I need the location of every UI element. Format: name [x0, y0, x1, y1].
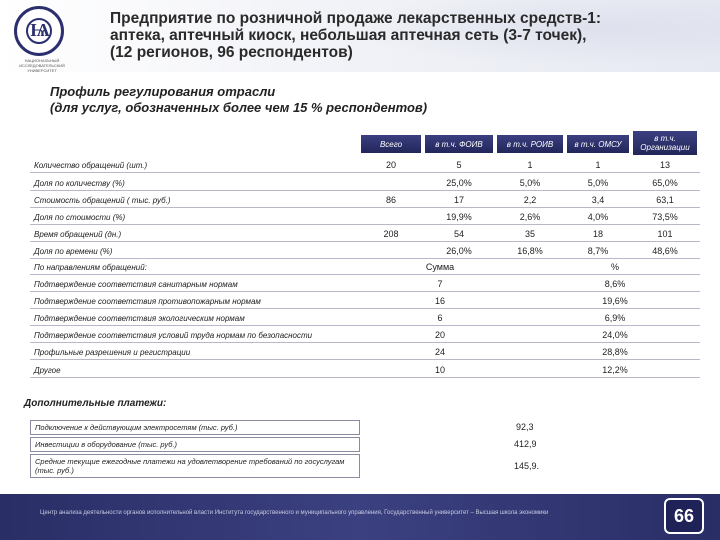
- cell-count-roiv: 1: [527, 160, 533, 170]
- subtitle-line-1: Профиль регулирования отрасли: [50, 84, 276, 99]
- title-line-2: аптека, аптечный киоск, небольшая аптечная сеть (3-7 точек),: [110, 27, 587, 44]
- title-line-3: (12 регионов, 96 респондентов): [110, 44, 353, 61]
- cell-share-time-roiv: 16,8%: [517, 246, 543, 256]
- direction-pct-sanitary: 8,6%: [604, 279, 626, 289]
- cell-cost-omsu: 3,4: [591, 195, 605, 205]
- additional-payments-title: Дополнительные платежи:: [24, 398, 167, 409]
- direction-sum-labor: 20: [434, 330, 445, 340]
- row-divider: [30, 241, 700, 242]
- row-label-cost: Стоимость обращений ( тыс. руб.): [34, 196, 171, 205]
- cell-share-time-omsu: 8,7%: [587, 246, 609, 256]
- cell-cost-roiv: 2,2: [523, 195, 537, 205]
- cell-cost-org: 63,1: [656, 195, 674, 205]
- direction-label-sanitary: Подтверждение соответствия санитарным нормам: [34, 280, 238, 289]
- additional-value-equipment: 412,9: [514, 439, 537, 449]
- sum-header: Сумма: [425, 262, 455, 272]
- row-divider: [30, 377, 700, 378]
- cell-share-count-omsu: 5,0%: [587, 178, 609, 188]
- direction-sum-permits: 24: [434, 347, 445, 357]
- cell-time-omsu: 18: [592, 229, 603, 239]
- row-divider: [30, 274, 700, 275]
- subtitle-line-2: (для услуг, обозначенных более чем 15 % респондентов): [50, 100, 428, 115]
- slide-title: [110, 10, 710, 61]
- cell-count-org: 13: [659, 160, 670, 170]
- direction-sum-sanitary: 7: [437, 279, 443, 289]
- additional-item-electric: [30, 420, 360, 435]
- cell-share-cost-roiv: 2,6%: [519, 212, 541, 222]
- university-logo: [14, 6, 64, 56]
- row-divider: [30, 258, 700, 259]
- cell-share-time-org: 48,6%: [652, 246, 678, 256]
- row-label-share-cost: Доля по стоимости (%): [34, 213, 126, 222]
- cell-count-omsu: 1: [595, 160, 601, 170]
- additional-label-electric: Подключение к действующим электросетям (тыс. руб.): [35, 423, 238, 432]
- additional-value-electric: 92,3: [516, 422, 534, 432]
- header-roiv: в т.ч. РОИВ: [496, 134, 564, 154]
- cell-time-roiv: 35: [524, 229, 535, 239]
- additional-item-equipment: [30, 437, 360, 452]
- header-total: Всего: [360, 134, 422, 154]
- direction-pct-other: 12,2%: [602, 365, 628, 375]
- row-label-share-count: Доля по количеству (%): [34, 179, 125, 188]
- cell-count-total: 20: [385, 160, 396, 170]
- cell-time-org: 101: [657, 229, 673, 239]
- direction-label-ecology: Подтверждение соответствия экологическим нормам: [34, 314, 245, 323]
- additional-item-annual: [30, 454, 360, 478]
- direction-pct-ecology: 6,9%: [604, 313, 626, 323]
- cell-cost-total: 86: [385, 195, 396, 205]
- pct-header: %: [610, 262, 619, 272]
- cell-share-count-roiv: 5,0%: [519, 178, 541, 188]
- row-divider: [30, 359, 700, 360]
- cell-cost-foiv: 17: [453, 195, 464, 205]
- additional-value-annual: 145,9.: [514, 461, 540, 471]
- row-divider: [30, 207, 700, 208]
- direction-label-permits: Профильные разрешения и регистрации: [34, 348, 191, 357]
- direction-pct-fire: 19,6%: [602, 296, 628, 306]
- row-label-share-time: Доля по времени (%): [34, 247, 113, 256]
- direction-pct-labor: 24,0%: [602, 330, 628, 340]
- page-number: 66: [664, 498, 704, 534]
- header-omsu: в т.ч. ОМСУ: [566, 134, 630, 154]
- row-divider: [30, 308, 700, 309]
- cell-share-count-org: 65,0%: [652, 178, 678, 188]
- direction-label-labor: Подтверждение соответствия условий труда нормам по безопасности: [34, 331, 313, 340]
- cell-share-count-foiv: 25,0%: [446, 178, 472, 188]
- row-divider: [30, 224, 700, 225]
- section-subtitle: [50, 84, 427, 116]
- cell-share-cost-omsu: 4,0%: [587, 212, 609, 222]
- footer-band: [0, 494, 720, 540]
- direction-sum-other: 10: [434, 365, 445, 375]
- additional-label-annual: Средние текущие ежегодные платежи на удовлетворение требований по госуслугам (тыс. руб.): [35, 457, 345, 475]
- title-line-1: Предприятие по розничной продаже лекарственных средств-1:: [110, 10, 602, 27]
- cell-share-cost-foiv: 19,9%: [446, 212, 472, 222]
- cell-time-foiv: 54: [453, 229, 464, 239]
- row-label-count: Количество обращений (шт.): [34, 161, 148, 170]
- header-organizations: в т.ч. Организации: [632, 130, 698, 156]
- logo-caption: НАЦИОНАЛЬНЫЙ ИССЛЕДОВАТЕЛЬСКИЙ УНИВЕРСИТЕТ: [19, 58, 65, 73]
- directions-label: По направлениям обращений:: [34, 263, 147, 272]
- row-divider: [30, 342, 700, 343]
- row-divider: [30, 172, 700, 173]
- cell-time-total: 208: [383, 229, 399, 239]
- direction-label-fire: Подтверждение соответствия противопожарным нормам: [34, 297, 261, 306]
- row-label-time: Время обращений (дн.): [34, 230, 122, 239]
- row-divider: [30, 190, 700, 191]
- additional-label-equipment: Инвестиции в оборудование (тыс. руб.): [35, 440, 178, 449]
- direction-pct-permits: 28,8%: [602, 347, 628, 357]
- direction-sum-fire: 16: [434, 296, 445, 306]
- row-divider: [30, 291, 700, 292]
- logo-mark-icon: Ѩ: [30, 20, 50, 40]
- footer-text: Центр анализа деятельности органов исполнительной власти Института государственного и муниципального управления, Государственный университет – Высшая школа экономики: [40, 510, 549, 516]
- header-foiv: в т.ч. ФОИВ: [424, 134, 494, 154]
- direction-label-other: Другое: [34, 366, 61, 375]
- cell-share-time-foiv: 26,0%: [446, 246, 472, 256]
- row-divider: [30, 325, 700, 326]
- cell-count-foiv: 5: [456, 160, 462, 170]
- cell-share-cost-org: 73,5%: [652, 212, 678, 222]
- direction-sum-ecology: 6: [437, 313, 443, 323]
